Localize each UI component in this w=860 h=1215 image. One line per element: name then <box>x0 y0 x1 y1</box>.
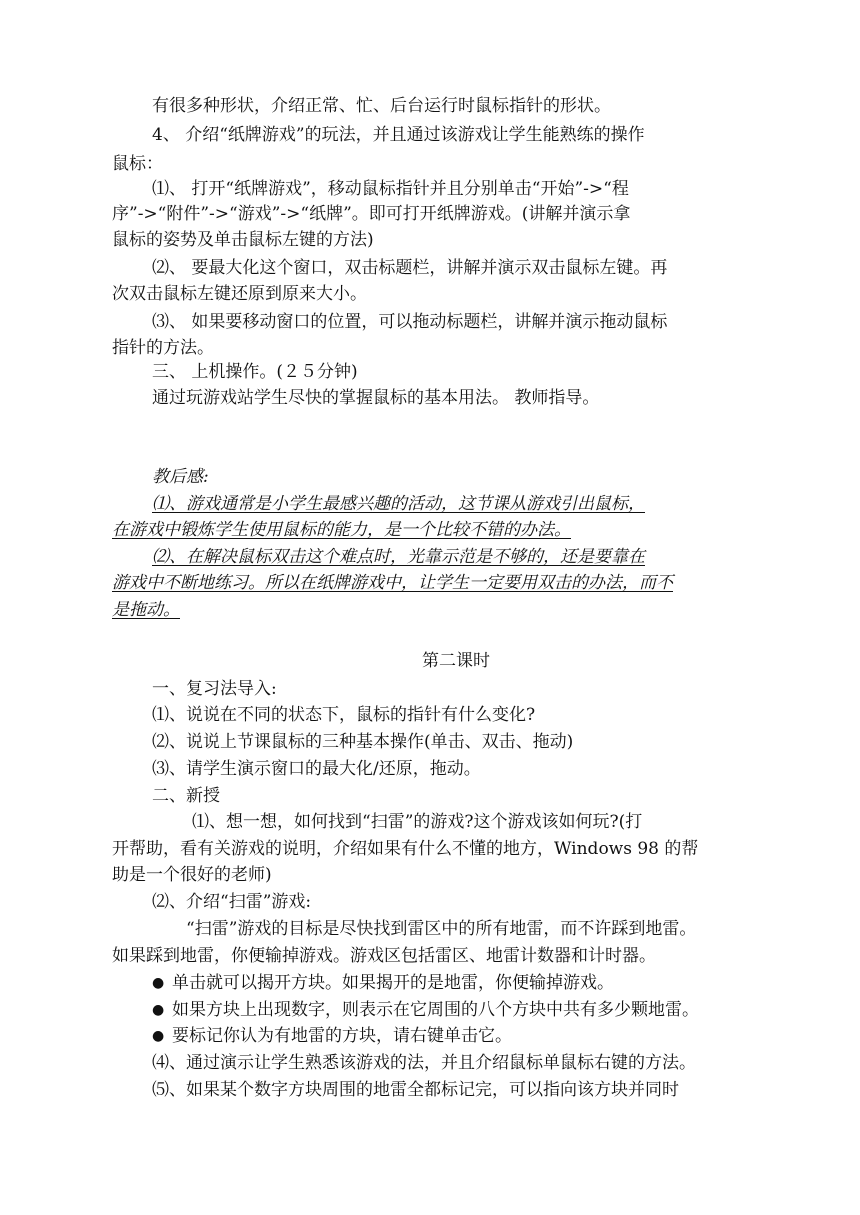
list-item: ⑴、想一想，如何找到“扫雷”的游戏?这个游戏该如何玩?(打 <box>192 812 643 832</box>
reflection-title: 教后感: <box>152 467 209 487</box>
paragraph-line: 开帮助，看有关游戏的说明，介绍如果有什么不懂的地方，Windows 98 的帮 <box>112 839 699 859</box>
step-1-line: ⑴、 打开“纸牌游戏”，移动鼠标指针并且分别单击“开始”->“程 <box>152 179 629 199</box>
section-heading-4: 4、 介绍“纸牌游戏”的玩法，并且通过该游戏让学生能熟练的操作 <box>152 125 645 145</box>
section-heading-1: 一、复习法导入: <box>152 679 277 699</box>
bullet-item: 单击就可以揭开方块。如果揭开的是地雷，你便输掉游戏。 <box>172 973 614 993</box>
paragraph-line: “扫雷”游戏的目标是尽快找到雷区中的所有地雷，而不许踩到地雷。 <box>186 919 697 939</box>
paragraph-line: 助是一个很好的老师) <box>112 865 272 885</box>
bullet-icon: ● <box>152 1002 165 1018</box>
bullet-icon: ● <box>152 975 165 991</box>
step-3-line: ⑶、 如果要移动窗口的位置，可以拖动标题栏，讲解并演示拖动鼠标 <box>152 312 668 332</box>
list-item: ⑸、如果某个数字方块周围的地雷全都标记完，可以指向该方块并同时 <box>152 1080 679 1100</box>
list-item: ⑶、请学生演示窗口的最大化/还原，拖动。 <box>152 759 481 779</box>
paragraph-line: 如果踩到地雷，你便输掉游戏。游戏区包括雷区、地雷计数器和计时器。 <box>112 946 656 966</box>
bullet-icon: ● <box>152 1028 165 1044</box>
list-item: ⑴、说说在不同的状态下，鼠标的指针有什么变化? <box>152 705 536 725</box>
reflection-line: 游戏中不断地练习。所以在纸牌游戏中，让学生一定要用双击的办法，而不 <box>112 573 673 593</box>
paragraph-line: 鼠标的姿势及单击鼠标左键的方法) <box>112 230 374 250</box>
list-item: ⑵、介绍“扫雷”游戏: <box>152 892 312 912</box>
paragraph-line: 有很多种形状，介绍正常、忙、后台运行时鼠标指针的形状。 <box>152 96 611 116</box>
step-2-line: ⑵、 要最大化这个窗口，双击标题栏，讲解并演示双击鼠标左键。再 <box>152 258 668 278</box>
reflection-line: 在游戏中锻炼学生使用鼠标的能力，是一个比较不错的办法。 <box>112 520 571 540</box>
section-heading-3: 三、 上机操作。(２５分钟) <box>152 362 358 382</box>
paragraph-line: 序”->“附件”->“游戏”->“纸牌”。即可打开纸牌游戏。(讲解并演示拿 <box>112 204 631 224</box>
reflection-line: 是拖动。 <box>112 600 180 620</box>
bullet-item: 如果方块上出现数字，则表示在它周围的八个方块中共有多少颗地雷。 <box>172 1000 699 1020</box>
reflection-line: ⑵、在解决鼠标双击这个难点时，光靠示范是不够的，还是要靠在 <box>152 547 645 567</box>
paragraph-line: 通过玩游戏站学生尽快的掌握鼠标的基本用法。 教师指导。 <box>152 388 600 408</box>
list-item: ⑵、说说上节课鼠标的三种基本操作(单击、双击、拖动) <box>152 732 574 752</box>
section-heading-2: 二、新授 <box>152 786 220 806</box>
paragraph-line: 鼠标： <box>112 154 163 174</box>
lesson-heading: 第二课时 <box>422 651 490 671</box>
reflection-line: ⑴、游戏通常是小学生最感兴趣的活动，这节课从游戏引出鼠标， <box>152 494 645 514</box>
bullet-item: 要标记你认为有地雷的方块，请右键单击它。 <box>172 1026 512 1046</box>
paragraph-line: 指针的方法。 <box>112 338 214 358</box>
list-item: ⑷、通过演示让学生熟悉该游戏的法，并且介绍鼠标单鼠标右键的方法。 <box>152 1053 696 1073</box>
paragraph-line: 次双击鼠标左键还原到原来大小。 <box>112 284 367 304</box>
